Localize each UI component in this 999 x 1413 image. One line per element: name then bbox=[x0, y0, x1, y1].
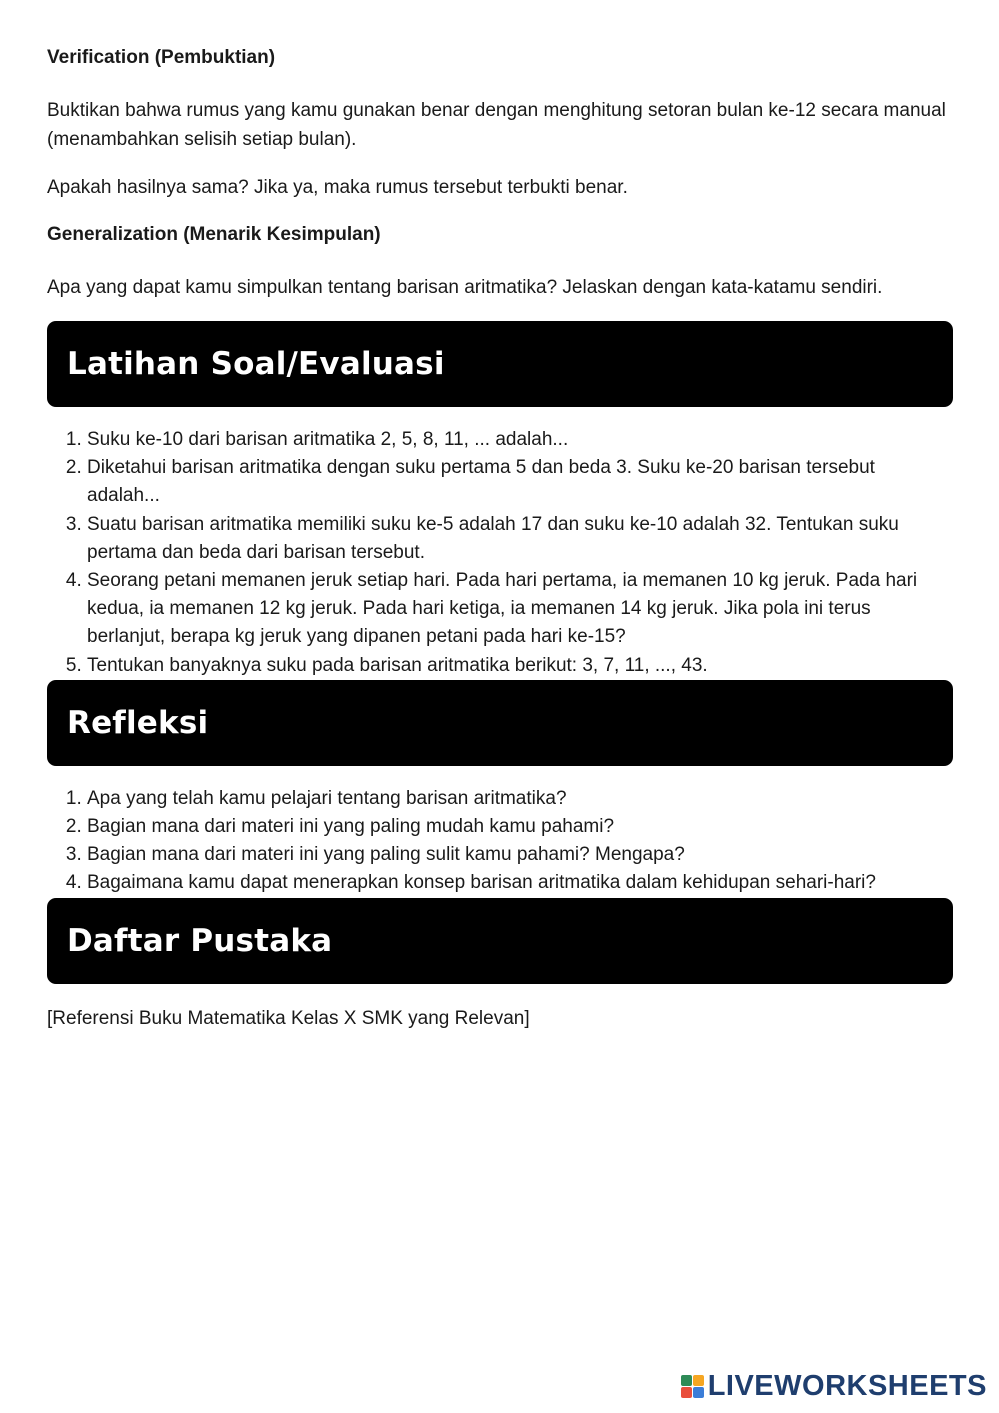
worksheet-page bbox=[47, 44, 953, 1033]
refleksi-question: 3. Bagian mana dari materi ini yang paling sulit kamu pahami? Mengapa? bbox=[87, 841, 953, 869]
logo-tile-blue bbox=[693, 1387, 704, 1398]
evaluasi-question: 4. Seorang petani memanen jeruk setiap hari. Pada hari pertama, ia memanen 10 kg jeruk. Pada hari kedua, ia memanen 12 kg jeruk. Pada hari ketiga, ia memanen 14 kg jeruk. Jika pola ini terus berlanjut, berapa kg jeruk yang dipanen petani pada hari ke-15? bbox=[87, 567, 953, 652]
generalization-paragraph: Apa yang dapat kamu simpulkan tentang barisan aritmatika? Jelaskan dengan kata-katamu sendiri. bbox=[47, 277, 883, 298]
evaluasi-question-list bbox=[47, 426, 953, 680]
refleksi-question: 2. Bagian mana dari materi ini yang paling mudah kamu pahami? bbox=[87, 813, 953, 841]
generalization-heading: Generalization (Menarik Kesimpulan) bbox=[47, 224, 381, 245]
logo-tile-orange bbox=[693, 1375, 704, 1386]
verification-paragraph: Buktikan bahwa rumus yang kamu gunakan benar dengan menghitung setoran bulan ke-12 secara manual (menambahkan selisih setiap bulan). bbox=[47, 100, 946, 150]
evaluasi-question: 1. Suku ke-10 dari barisan aritmatika 2, 5, 8, 11, ... adalah... bbox=[87, 426, 953, 454]
liveworksheets-logo-icon bbox=[681, 1375, 704, 1398]
refleksi-question: 4. Bagaimana kamu dapat menerapkan konsep barisan aritmatika dalam kehidupan sehari-hari? bbox=[87, 869, 953, 897]
pustaka-reference: [Referensi Buku Matematika Kelas X SMK yang Relevan] bbox=[47, 1007, 530, 1029]
pustaka-section-header bbox=[47, 898, 953, 984]
liveworksheets-wordmark: LIVEWORKSHEETS bbox=[707, 1370, 987, 1402]
verification-heading: Verification (Pembuktian) bbox=[47, 47, 276, 68]
evaluasi-question: 3. Suatu barisan aritmatika memiliki suku ke-5 adalah 17 dan suku ke-10 adalah 32. Tentukan suku pertama dan beda dari barisan tersebut. bbox=[87, 511, 953, 567]
verification-question: Apakah hasilnya sama? Jika ya, maka rumus tersebut terbukti benar. bbox=[47, 177, 628, 198]
refleksi-question-list bbox=[47, 785, 953, 898]
evaluasi-title: Latihan Soal/Evaluasi bbox=[67, 346, 445, 382]
refleksi-title: Refleksi bbox=[67, 704, 209, 741]
evaluasi-section-header bbox=[47, 321, 953, 407]
refleksi-question: 1. Apa yang telah kamu pelajari tentang barisan aritmatika? bbox=[87, 785, 953, 813]
logo-tile-red bbox=[681, 1387, 692, 1398]
evaluasi-question: 5. Tentukan banyaknya suku pada barisan aritmatika berikut: 3, 7, 11, ..., 43. bbox=[87, 652, 953, 680]
pustaka-title: Daftar Pustaka bbox=[67, 922, 333, 959]
evaluasi-question: 2. Diketahui barisan aritmatika dengan suku pertama 5 dan beda 3. Suku ke-20 barisan tersebut adalah... bbox=[87, 454, 953, 510]
logo-tile-green bbox=[681, 1375, 692, 1386]
refleksi-section-header bbox=[47, 680, 953, 766]
liveworksheets-brand[interactable] bbox=[681, 1370, 987, 1403]
